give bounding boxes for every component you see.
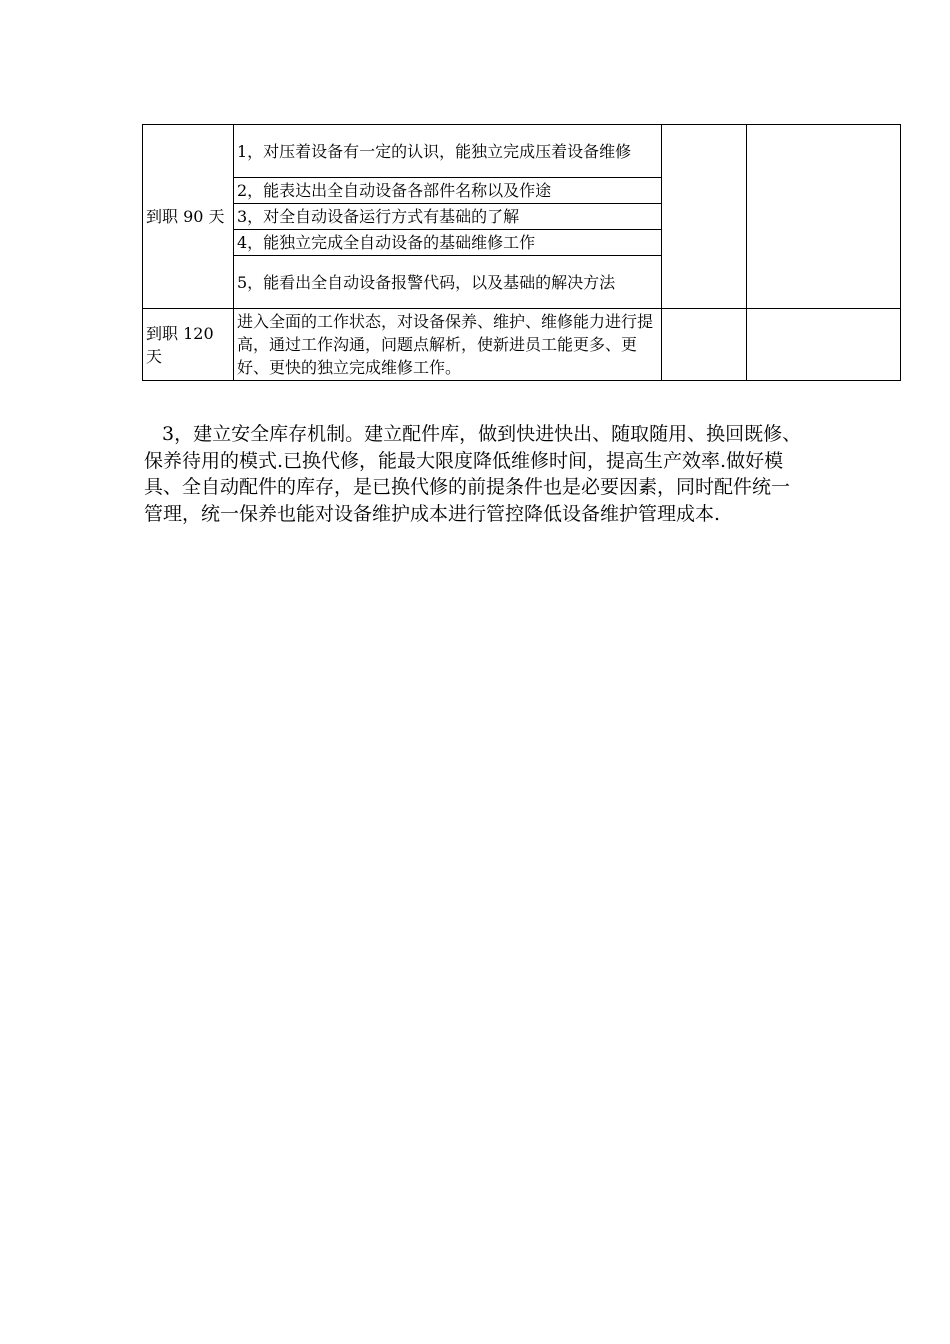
body-paragraph: 3，建立安全库存机制。建立配件库，做到快进快出、随取随用、换回既修、保养待用的模式.已换代修，能最大限度降低维修时间，提高生产效率.做好模具、全自动配件的库存，是已换代修的前提条件也是必要因素，同时配件统一管理，统一保养也能对设备维护成本进行管控降低设备维护管理成本.	[144, 423, 802, 525]
period-cell-90-days: 到职 90 天	[143, 125, 234, 309]
requirement-item-1: 1，对压着设备有一定的认识，能独立完成压着设备维修	[234, 125, 662, 178]
requirement-item-3: 3，对全自动设备运行方式有基础的了解	[234, 204, 662, 230]
requirement-item-5: 5，能看出全自动设备报警代码，以及基础的解决方法	[234, 256, 662, 309]
period-cell-120-days: 到职 120 天	[143, 309, 234, 381]
requirement-item-2: 2，能表达出全自动设备各部件名称以及作途	[234, 178, 662, 204]
training-plan-table	[142, 124, 901, 381]
blank-cell	[662, 309, 747, 381]
table-row	[143, 125, 901, 178]
blank-cell	[747, 125, 901, 309]
blank-cell	[747, 309, 901, 381]
blank-cell	[662, 125, 747, 309]
table-row	[143, 309, 901, 381]
requirement-item-4: 4，能独立完成全自动设备的基础维修工作	[234, 230, 662, 256]
requirement-description: 进入全面的工作状态，对设备保养、维护、维修能力进行提高，通过工作沟通，问题点解析，使新进员工能更多、更好、更快的独立完成维修工作。	[234, 309, 662, 381]
